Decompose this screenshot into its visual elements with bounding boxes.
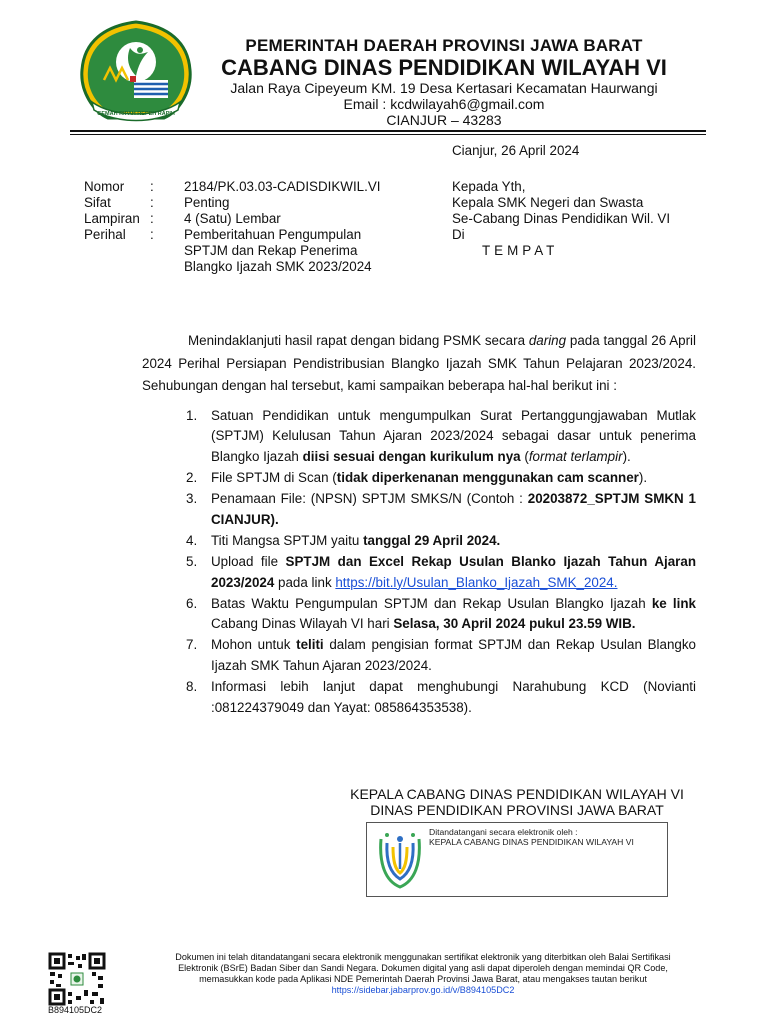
verification-qr-icon[interactable]: [48, 952, 106, 1006]
addressee-recipient: Kepala SMK Negeri dan Swasta: [452, 195, 644, 210]
intro-paragraph: Menindaklanjuti hasil rapat dengan bidang PSMK secara daring pada tanggal 26 April 2024 Perihal Persiapan Pendistribusian Blangko Ijazah SMK Tahun Pelajaran 2023/2024. Sehubungan dengan hal tersebut, kami sampaikan beberapa hal-hal berikut ini :: [142, 333, 696, 394]
addressee-place: TEMPAT: [482, 243, 559, 258]
addressee-region: Se-Cabang Dinas Pendidikan Wil. VI: [452, 211, 671, 226]
signature-position: KEPALA CABANG DINAS PENDIDIKAN WILAYAH VI: [350, 786, 684, 802]
letter-meta: [84, 179, 394, 275]
meta-perihal: [84, 227, 394, 275]
meta-colon: :: [150, 195, 154, 210]
list-item: 6. Batas Waktu Pengumpulan SPTJM dan Rekap Usulan Blangko Ijazah ke link Cabang Dinas Wilayah VI hari Selasa, 30 April 2024 pukul 23.59 WIB.: [186, 595, 697, 632]
electronic-signature-box: [366, 822, 668, 897]
meta-lampiran-value: 4 (Satu) Lembar: [184, 211, 281, 226]
list-item: 3. Penamaan File: (NPSN) SPTJM SMKS/N (Contoh : 20203872_SPTJM SMKN 1 CIANJUR).: [186, 491, 696, 527]
list-item: 5. Upload file SPTJM dan Excel Rekap Usulan Blanko Ijazah Tahun Ajaran 2023/2024 pada link https://bit.ly/Usulan_Blanko_Ijazah_SMK_2024.: [186, 553, 696, 590]
footer-line-2: Elektronik (BSrE) Badan Siber dan Sandi Negara. Dokumen digital yang asli dapat diperoleh dengan memindai QR Code,: [178, 963, 668, 973]
letterhead-divider-thin: [70, 134, 706, 135]
meta-perihal-value: Pemberitahuan Pengumpulan SPTJM dan Rekap Penerima Blangko Ijazah SMK 2023/2024: [184, 227, 372, 274]
meta-nomor-value: 2184/PK.03.03-CADISDIKWIL.VI: [184, 179, 381, 194]
letter-body: [142, 330, 696, 719]
upload-link[interactable]: https://bit.ly/Usulan_Blanko_Ijazah_SMK_2024.: [335, 574, 618, 590]
letterhead-city: CIANJUR – 43283: [386, 112, 502, 128]
logo-motto-text: GEMAH RIPAH REPEH RAPIH: [97, 111, 175, 117]
qr-verification-code: B894105DC2: [48, 1005, 103, 1015]
footer-line-3: memasukkan kode pada Aplikasi NDE Pemerintah Daerah Provinsi Jawa Barat, atau mengakses tautan berikut: [199, 974, 647, 984]
meta-colon: :: [150, 211, 154, 226]
esign-emblem-icon: [375, 829, 425, 891]
meta-sifat-value: Penting: [184, 195, 230, 210]
meta-colon: :: [150, 179, 154, 194]
meta-lampiran: [84, 211, 394, 227]
signature-department: DINAS PENDIDIKAN PROVINSI JAWA BARAT: [370, 802, 664, 818]
list-item: 1. Satuan Pendidikan untuk mengumpulkan Surat Pertanggungjawaban Mutlak (SPTJM) Kelulusan Tahun Ajaran 2023/2024 sebagai dasar untuk penerima Blangko Ijazah diisi sesuai dengan kurikulum nya (format terlampir).: [186, 407, 696, 464]
province-emblem-logo: [74, 18, 198, 128]
list-item: 8. Informasi lebih lanjut dapat menghubungi Narahubung KCD (Novianti :081224379049 dan Yayat: 085864353538).: [186, 679, 696, 715]
signature-heading: [310, 786, 724, 818]
esign-caption: Ditandatangani secara elektronik oleh :: [429, 827, 578, 837]
footer-line-1: Dokumen ini telah ditandatangani secara elektronik menggunakan sertifikat elektronik yang diterbitkan oleh Balai Sertifikasi: [175, 952, 671, 962]
esign-text: [429, 827, 665, 869]
letterhead-office: CABANG DINAS PENDIDIKAN WILAYAH VI: [221, 55, 667, 80]
instruction-list: [186, 406, 696, 718]
meta-nomor: [84, 179, 394, 195]
meta-sifat-label: Sifat: [84, 195, 111, 210]
meta-sifat: [84, 195, 394, 211]
addressee-di: Di: [452, 227, 465, 242]
meta-lampiran-label: Lampiran: [84, 211, 140, 226]
verification-link[interactable]: https://sidebar.jabarprov.go.id/v/B894105DC2: [331, 985, 515, 995]
meta-colon: :: [150, 227, 154, 242]
footer-disclaimer: [128, 952, 718, 996]
letterhead-address: Jalan Raya Cipeyeum KM. 19 Desa Kertasari Kecamatan Haurwangi: [230, 80, 658, 96]
esign-position: KEPALA CABANG DINAS PENDIDIKAN WILAYAH VI: [429, 837, 634, 848]
letterhead-government: PEMERINTAH DAERAH PROVINSI JAWA BARAT: [245, 36, 643, 55]
letterhead-divider: [70, 130, 706, 132]
list-item: 7. Mohon untuk teliti dalam pengisian format SPTJM dan Rekap Usulan Blangko Ijazah SMK Tahun Ajaran 2023/2024.: [186, 637, 696, 673]
letterhead-email: Email : kcdwilayah6@gmail.com: [343, 96, 545, 112]
meta-nomor-label: Nomor: [84, 179, 125, 194]
list-item: 2. File SPTJM di Scan (tidak diperkenanan menggunakan cam scanner).: [186, 470, 648, 486]
letterhead-text: [196, 36, 692, 128]
letter-date: Cianjur, 26 April 2024: [452, 143, 580, 158]
list-item: 4. Titi Mangsa SPTJM yaitu tanggal 29 April 2024.: [186, 532, 501, 548]
addressee-block: [452, 179, 670, 259]
meta-perihal-label: Perihal: [84, 227, 126, 242]
addressee-greeting: Kepada Yth,: [452, 179, 526, 194]
